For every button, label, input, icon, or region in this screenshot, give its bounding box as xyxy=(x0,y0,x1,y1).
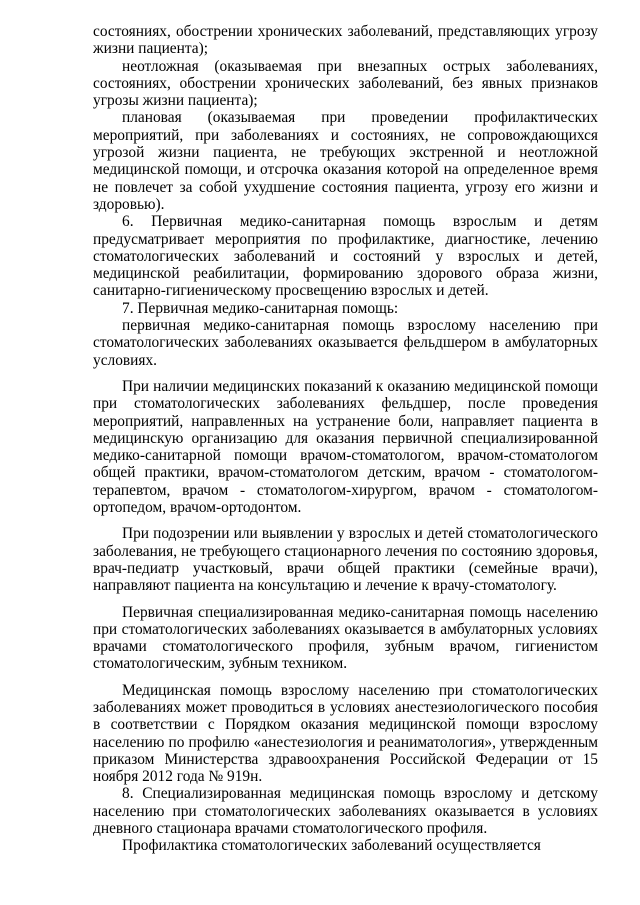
document-body xyxy=(93,23,598,855)
paragraph-suspicion: При подозрении или выявлении у взрослых и детей стоматологического заболевания, не требующего стационарного лечения по состоянию здоровья, врач-педиатр участковый, врачи общей практики (семейные врачи), направляют пациента на консультацию и лечение к врачу-стоматологу. xyxy=(93,525,598,595)
paragraph-feldsher-care: первичная медико-санитарная помощь взрослому населению при стоматологических заболеваниях оказывается фельдшером в амбулаторных условиях. xyxy=(93,317,598,369)
paragraph-urgent-care: неотложная (оказываемая при внезапных острых заболеваниях, состояниях, обострении хронических заболеваний, без явных признаков угрозы жизни пациента); xyxy=(93,57,598,110)
paragraph-prevention: Профилактика стоматологических заболеваний осуществляется xyxy=(122,837,541,855)
paragraph-specialized-primary: Первичная специализированная медико-санитарная помощь населению при стоматологических заболеваниях оказывается в амбулаторных условиях врачами стоматологического профиля, зубным врачом, гигиенистом стоматологическим, зубным техником. xyxy=(93,603,598,673)
paragraph-item-7: 7. Первичная медико-санитарная помощь: xyxy=(122,299,399,317)
paragraph-planned-care: плановая (оказываемая при проведении профилактических мероприятий, при заболеваниях и состояниях, не сопровождающихся угрозой жизни пациента, не требующих экстренной и неотложной медицинской помощи, и отсрочка оказания которой на определенное время не повлечет за собой ухудшение состояния пациента, угрозу его жизни и здоровью). xyxy=(93,109,598,213)
paragraph-continuation: состояниях, обострении хронических заболеваний, представляющих угрозу жизни пациента); xyxy=(93,23,598,58)
paragraph-item-8: 8. Специализированная медицинская помощь взрослому и детскому населению при стоматологических заболеваниях оказывается в условиях дневного стационара врачами стоматологического профиля. xyxy=(93,785,598,838)
paragraph-medical-indications: При наличии медицинских показаний к оказанию медицинской помощи при стоматологических заболеваниях фельдшер, после проведения мероприятий, направленных на устранение боли, направляет пациента в медицинскую организацию для оказания первичной специализированной медико-санитарной помощи врачом-стоматологом, врачом-стоматологом общей практики, врачом-стоматологом детским, врачом - стоматологом-терапевтом, врачом - стоматологом-хирургом, врачом - стоматологом-ортопедом, врачом-ортодонтом. xyxy=(93,377,598,517)
paragraph-item-6: 6. Первичная медико-санитарная помощь взрослым и детям предусматривает мероприятия по профилактике, диагностике, лечению стоматологических заболеваний и состояний у взрослых и детей, медицинской реабилитации, формированию здорового образа жизни, санитарно-гигиеническому просвещению взрослых и детей. xyxy=(93,213,598,300)
paragraph-anesthesia: Медицинская помощь взрослому населению при стоматологических заболеваниях может проводиться в условиях анестезиологического пособия в соответствии с Порядком оказания медицинской помощи взрослому населению по профилю «анестезиология и реаниматология», утвержденным приказом Министерства здравоохранения Российской Федерации от 15 ноября 2012 года № 919н. xyxy=(93,681,598,786)
